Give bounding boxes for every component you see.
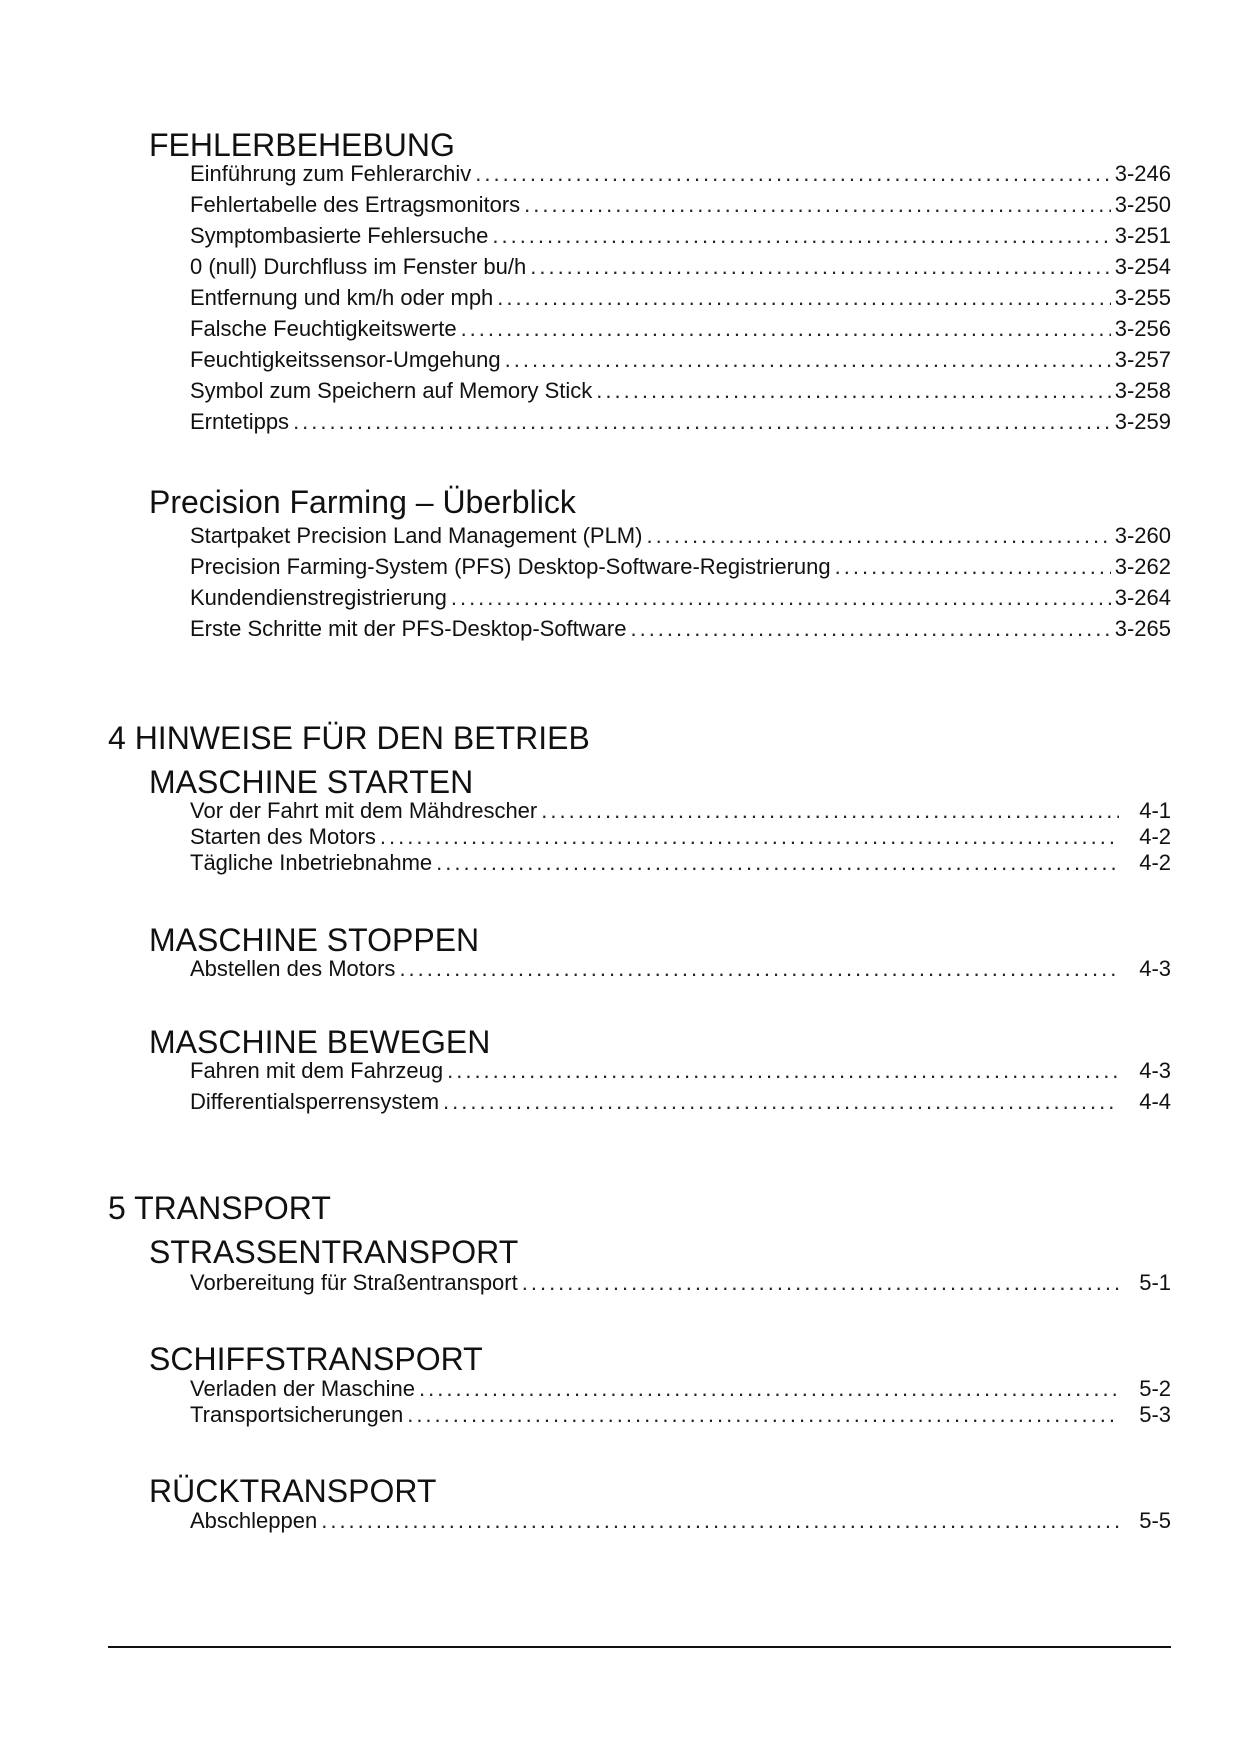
dot-leader <box>321 1507 1119 1535</box>
dot-leader <box>407 1401 1119 1429</box>
chapter-title-4: 4 HINWEISE FÜR DEN BETRIEB <box>108 720 590 756</box>
toc-entry[interactable] <box>190 615 1171 643</box>
dot-leader <box>596 377 1110 405</box>
toc-entry-label: 0 (null) Durchfluss im Fenster bu/h <box>190 254 527 279</box>
toc-entry-label: Verladen der Maschine <box>190 1376 416 1401</box>
toc-entry-page: 4-3 <box>1139 956 1171 981</box>
toc-entry-page: 3-262 <box>1114 554 1171 579</box>
toc-entry[interactable] <box>190 315 1171 343</box>
toc-entry[interactable] <box>190 797 1171 825</box>
dot-leader <box>630 615 1110 643</box>
toc-entry[interactable] <box>190 1401 1171 1429</box>
toc-entry-page: 3-246 <box>1114 161 1171 186</box>
toc-entry-label: Erste Schritte mit der PFS-Desktop-Software <box>190 616 627 641</box>
toc-entry-page: 3-259 <box>1114 409 1171 434</box>
toc-entry-label: Entfernung und km/h oder mph <box>190 285 494 310</box>
dot-leader <box>399 955 1119 983</box>
toc-entry[interactable] <box>190 849 1171 877</box>
toc-entry-label: Einführung zum Fehlerarchiv <box>190 161 472 186</box>
toc-entry-page: 5-3 <box>1139 1402 1171 1427</box>
dot-leader <box>436 849 1119 877</box>
toc-entry-page: 5-1 <box>1139 1270 1171 1295</box>
toc-entry[interactable] <box>190 553 1171 581</box>
dot-leader <box>293 408 1111 436</box>
toc-entry-page: 3-265 <box>1114 616 1171 641</box>
toc-entry[interactable] <box>190 522 1171 550</box>
toc-entry-page: 3-257 <box>1114 347 1171 372</box>
dot-leader <box>524 191 1111 219</box>
toc-entry-label: Fehlertabelle des Ertragsmonitors <box>190 192 521 217</box>
section-title-maschine-starten: MASCHINE STARTEN <box>149 764 474 800</box>
toc-entry[interactable] <box>190 1507 1171 1535</box>
toc-entry-label: Transportsicherungen <box>190 1402 404 1427</box>
toc-entry-label: Abschleppen <box>190 1508 318 1533</box>
section-title-maschine-bewegen: MASCHINE BEWEGEN <box>149 1024 491 1060</box>
toc-entry[interactable] <box>190 377 1171 405</box>
toc-entry[interactable] <box>190 1375 1171 1403</box>
toc-entry-label: Precision Farming-System (PFS) Desktop-Software-Registrierung <box>190 554 831 579</box>
toc-entry-label: Tägliche Inbetriebnahme <box>190 850 433 875</box>
section-title-precision-farming: Precision Farming – Überblick <box>149 484 576 520</box>
toc-entry-page: 3-255 <box>1114 285 1171 310</box>
toc-entry-label: Startpaket Precision Land Management (PLM) <box>190 523 643 548</box>
toc-entry-label: Symbol zum Speichern auf Memory Stick <box>190 378 593 403</box>
toc-entry[interactable] <box>190 253 1171 281</box>
toc-entry-label: Kundendienstregistrierung <box>190 585 447 610</box>
toc-entry-page: 3-260 <box>1114 523 1171 548</box>
toc-entry-page: 3-258 <box>1114 378 1171 403</box>
dot-leader <box>522 1269 1119 1297</box>
dot-leader <box>646 522 1110 550</box>
toc-entry-page: 4-2 <box>1139 824 1171 849</box>
toc-entry[interactable] <box>190 1057 1171 1085</box>
dot-leader <box>492 222 1110 250</box>
dot-leader <box>541 797 1119 825</box>
toc-entry-label: Vor der Fahrt mit dem Mähdrescher <box>190 798 538 823</box>
dot-leader <box>451 584 1111 612</box>
dot-leader <box>447 1057 1119 1085</box>
toc-entry-label: Falsche Feuchtigkeitswerte <box>190 316 457 341</box>
toc-entry-label: Abstellen des Motors <box>190 956 396 981</box>
toc-entry-page: 5-2 <box>1139 1376 1171 1401</box>
toc-entry-page: 5-5 <box>1139 1508 1171 1533</box>
toc-entry-label: Symptombasierte Fehlersuche <box>190 223 489 248</box>
toc-entry[interactable] <box>190 191 1171 219</box>
dot-leader <box>530 253 1110 281</box>
toc-entry-page: 4-4 <box>1139 1089 1171 1114</box>
dot-leader <box>443 1088 1119 1116</box>
section-title-schiffstransport: SCHIFFSTRANSPORT <box>149 1341 483 1377</box>
toc-entry-page: 4-1 <box>1139 798 1171 823</box>
dot-leader <box>380 823 1119 851</box>
toc-entry[interactable] <box>190 346 1171 374</box>
toc-entry[interactable] <box>190 222 1171 250</box>
toc-entry[interactable] <box>190 1088 1171 1116</box>
toc-entry-label: Feuchtigkeitssensor-Umgehung <box>190 347 501 372</box>
chapter-title-5: 5 TRANSPORT <box>108 1190 331 1226</box>
dot-leader <box>505 346 1111 374</box>
toc-entry-label: Vorbereitung für Straßentransport <box>190 1270 518 1295</box>
toc-entry-page: 3-250 <box>1114 192 1171 217</box>
toc-entry[interactable] <box>190 823 1171 851</box>
toc-entry-label: Erntetipps <box>190 409 290 434</box>
toc-entry-page: 4-2 <box>1139 850 1171 875</box>
toc-entry-page: 3-264 <box>1114 585 1171 610</box>
toc-entry-label: Differentialsperrensystem <box>190 1089 440 1114</box>
footer-rule <box>108 1646 1171 1648</box>
dot-leader <box>497 284 1110 312</box>
toc-entry[interactable] <box>190 284 1171 312</box>
dot-leader <box>419 1375 1119 1403</box>
section-title-strassentransport: STRASSENTRANSPORT <box>149 1234 519 1270</box>
dot-leader <box>835 553 1111 581</box>
toc-entry-page: 3-251 <box>1114 223 1171 248</box>
toc-entry[interactable] <box>190 584 1171 612</box>
toc-entry[interactable] <box>190 955 1171 983</box>
toc-entry-label: Fahren mit dem Fahrzeug <box>190 1058 444 1083</box>
dot-leader <box>475 160 1110 188</box>
section-title-maschine-stoppen: MASCHINE STOPPEN <box>149 922 480 958</box>
section-title-ruecktransport: RÜCKTRANSPORT <box>149 1473 437 1509</box>
toc-entry-page: 3-256 <box>1114 316 1171 341</box>
toc-entry[interactable] <box>190 160 1171 188</box>
toc-entry[interactable] <box>190 408 1171 436</box>
toc-entry[interactable] <box>190 1269 1171 1297</box>
dot-leader <box>461 315 1111 343</box>
toc-entry-label: Starten des Motors <box>190 824 376 849</box>
section-title-fehlerbehebung: FEHLERBEHEBUNG <box>149 127 455 163</box>
toc-entry-page: 3-254 <box>1114 254 1171 279</box>
toc-entry-page: 4-3 <box>1139 1058 1171 1083</box>
